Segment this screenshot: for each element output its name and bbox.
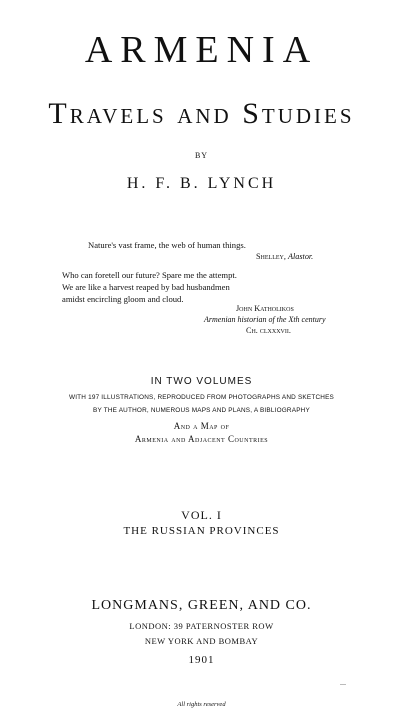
rights-notice: All rights reserved — [177, 701, 226, 708]
by-label: BY — [194, 151, 209, 160]
map-line: Armenia and Adjacent Countries — [134, 434, 269, 444]
epigraph-line: Nature's vast frame, the web of human things. — [88, 240, 246, 250]
epigraph-work: Alastor. — [287, 252, 314, 261]
epigraph-attribution — [256, 252, 313, 262]
epigraph-author: John Katholikos — [236, 304, 294, 313]
volumes-note: IN TWO VOLUMES — [150, 376, 253, 387]
epigraph-line: Who can foretell our future? Spare me the attempt. — [62, 270, 237, 280]
book-subtitle: Travels and Studies — [48, 97, 355, 130]
epigraph-line: We are like a harvest reaped by bad husbandmen — [62, 282, 230, 292]
epigraph-chapter-ref: Ch. clxxxvii. — [246, 326, 291, 335]
illustrations-line: WITH 197 ILLUSTRATIONS, REPRODUCED FROM PHOTOGRAPHS AND SKETCHES — [68, 394, 335, 401]
epigraph-author: Shelley, — [256, 252, 286, 261]
author-name: H. F. B. LYNCH — [126, 175, 277, 192]
epigraph-line: amidst encircling gloom and cloud. — [62, 294, 184, 304]
epigraph-author-description: Armenian historian of the Xth century — [204, 315, 326, 324]
map-line: And a Map of — [173, 421, 230, 431]
volume-subtitle: THE RUSSIAN PROVINCES — [123, 525, 280, 537]
publication-year: 1901 — [188, 654, 215, 666]
volume-number: VOL. I — [181, 508, 222, 522]
publisher-cities: NEW YORK AND BOMBAY — [144, 636, 259, 646]
publisher-name: LONGMANS, GREEN, AND CO. — [91, 598, 312, 613]
book-title: ARMENIA — [84, 29, 319, 71]
publisher-address: LONDON: 39 PATERNOSTER ROW — [129, 621, 274, 631]
illustrations-line: BY THE AUTHOR, NUMEROUS MAPS AND PLANS, A BIBLIOGRAPHY — [93, 407, 310, 414]
paper-speck — [340, 684, 346, 685]
